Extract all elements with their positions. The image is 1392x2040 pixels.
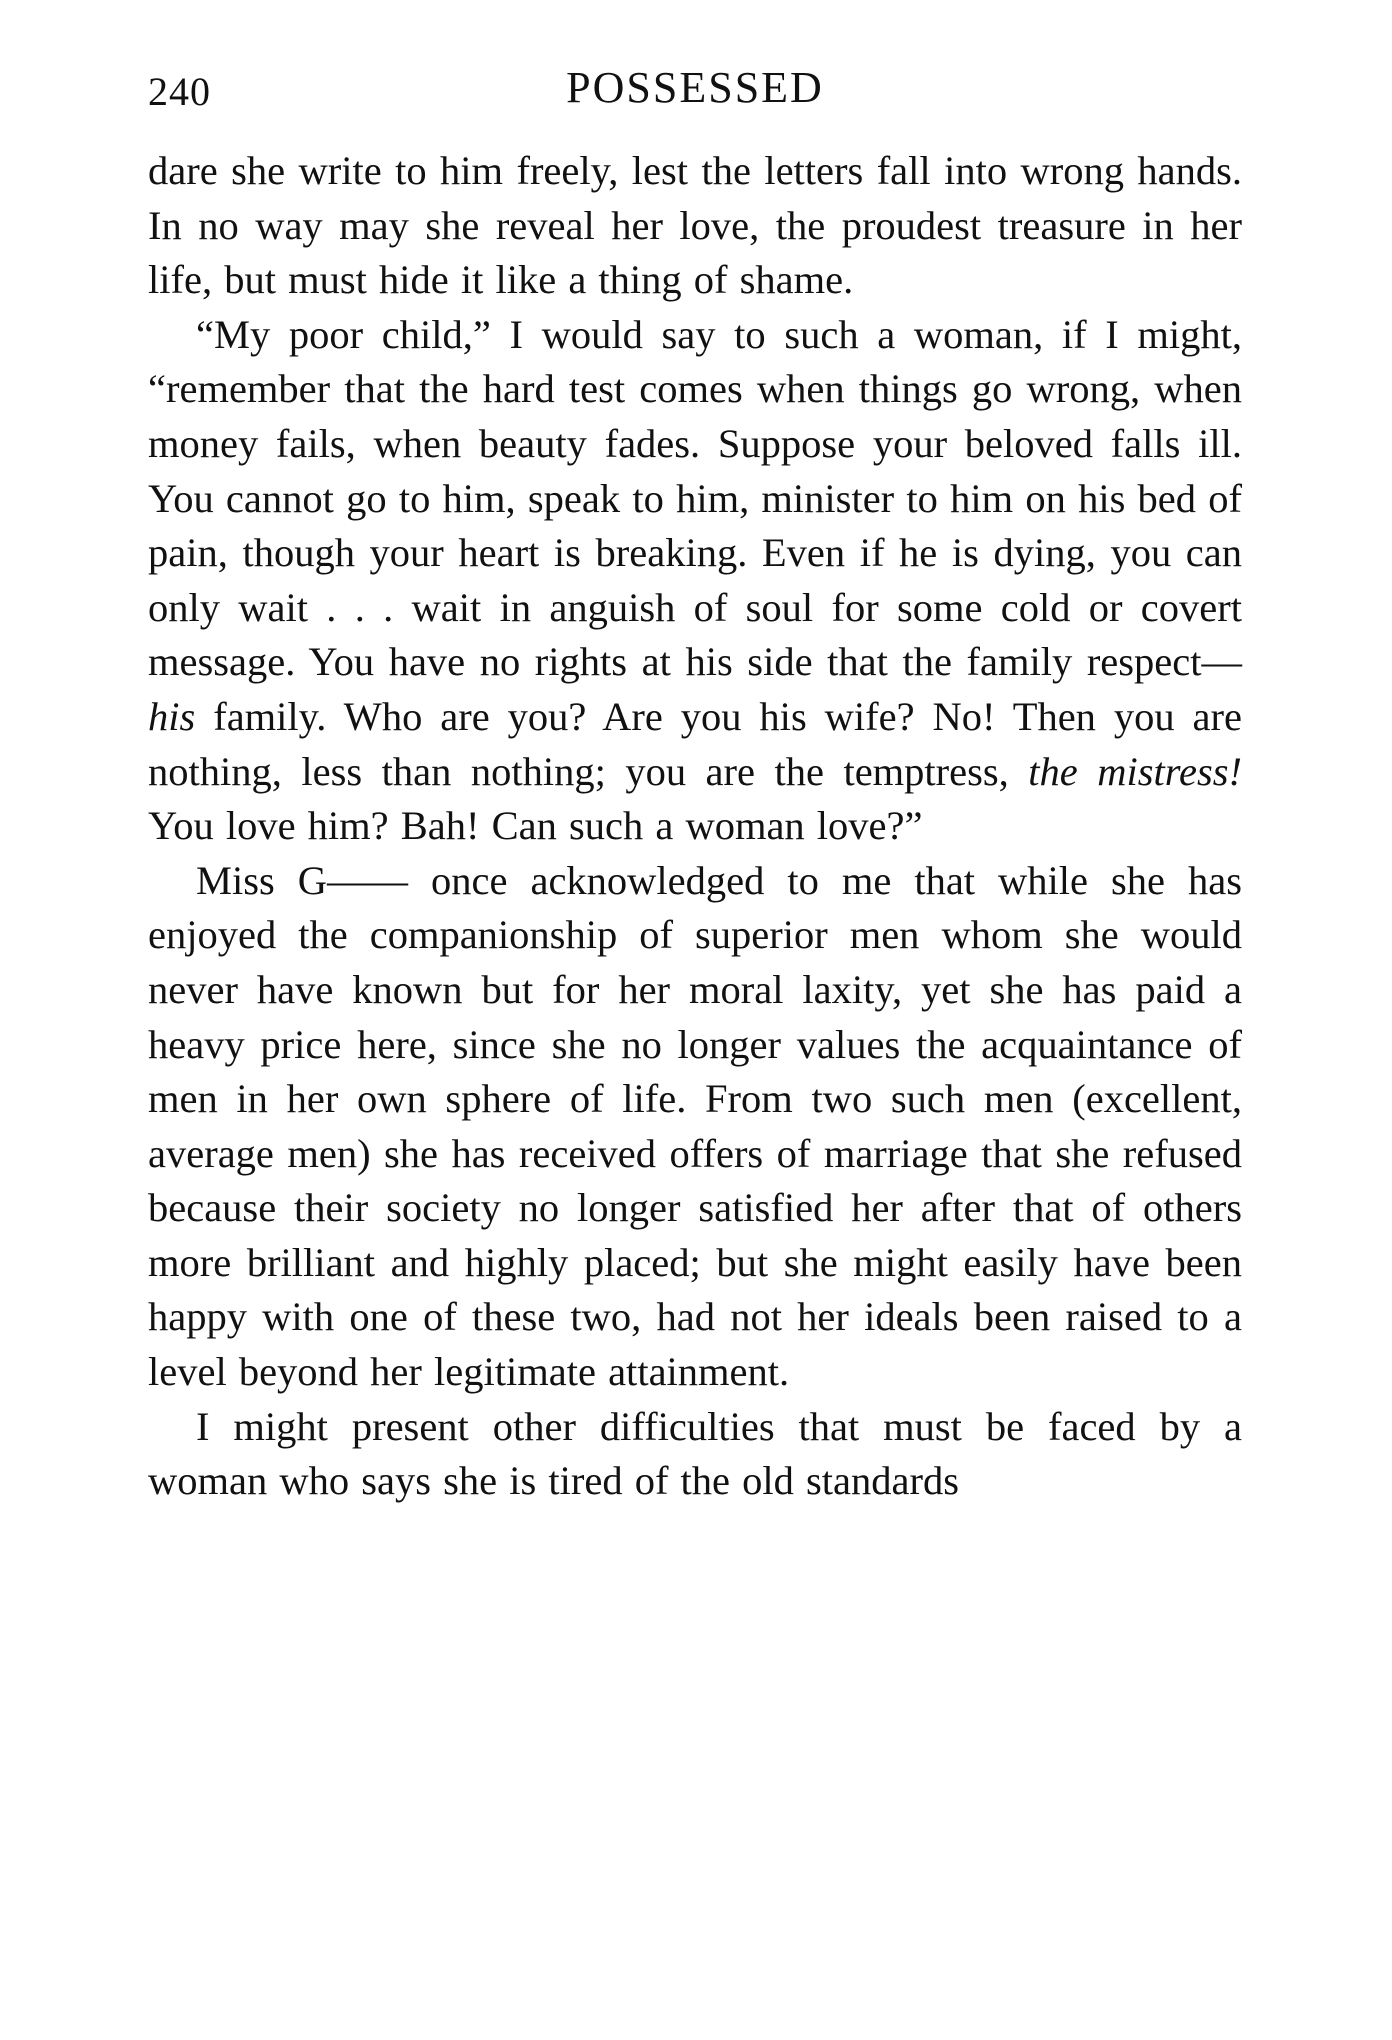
italic-the-mistress: the mistress! [1028,748,1243,794]
paragraph-difficulties: I might present other difficulties that must be faced by a woman who says she is tired of the old standards [148,1403,1242,1504]
paragraph-miss-g: Miss G—— once acknowledged to me that while she has enjoyed the companionship of superior men whom she would never have known but for her moral laxity, yet she has paid a heavy price here, since she no longer values the acquaintance of men in her own sphere of life. From two such men (excellent, average men) she has received offers of marriage that she refused because their society no longer satisfied her after that of others more brilliant and highly placed; but she might easily have been happy with one of these two, had not her ideals been raised to a level beyond her legitimate attainment. [148,857,1242,1395]
page-number: 240 [148,69,211,114]
paragraph-continued: dare she write to him freely, lest the letters fall into wrong hands. In no way may she reveal her love, the proudest treasure in her life, but must hide it like a thing of shame. [148,148,1242,303]
italic-his: his [148,693,196,739]
page-header [148,62,1242,122]
paragraph-quote [148,308,1242,854]
running-title: POSSESSED [566,63,824,112]
quote-text-part: You love him? Bah! Can such a woman love?” [148,803,923,849]
quote-text-part: family. Who are you? Are you his wife? No! Then you are nothing, less than nothing; you are the temptress, [148,693,1242,794]
body-text [148,144,1242,1509]
quote-text-part: “My poor child,” I would say to such a woman, if I might, “remember that the hard test comes when things go wrong, when money fails, when beauty fades. Suppose your beloved falls ill. You cannot go to him, speak to him, minister to him on his bed of pain, though your heart is breaking. Even if he is dying, you can only wait . . . wait in anguish of soul for some cold or covert message. You have no rights at his side that the family respect— [148,311,1242,685]
